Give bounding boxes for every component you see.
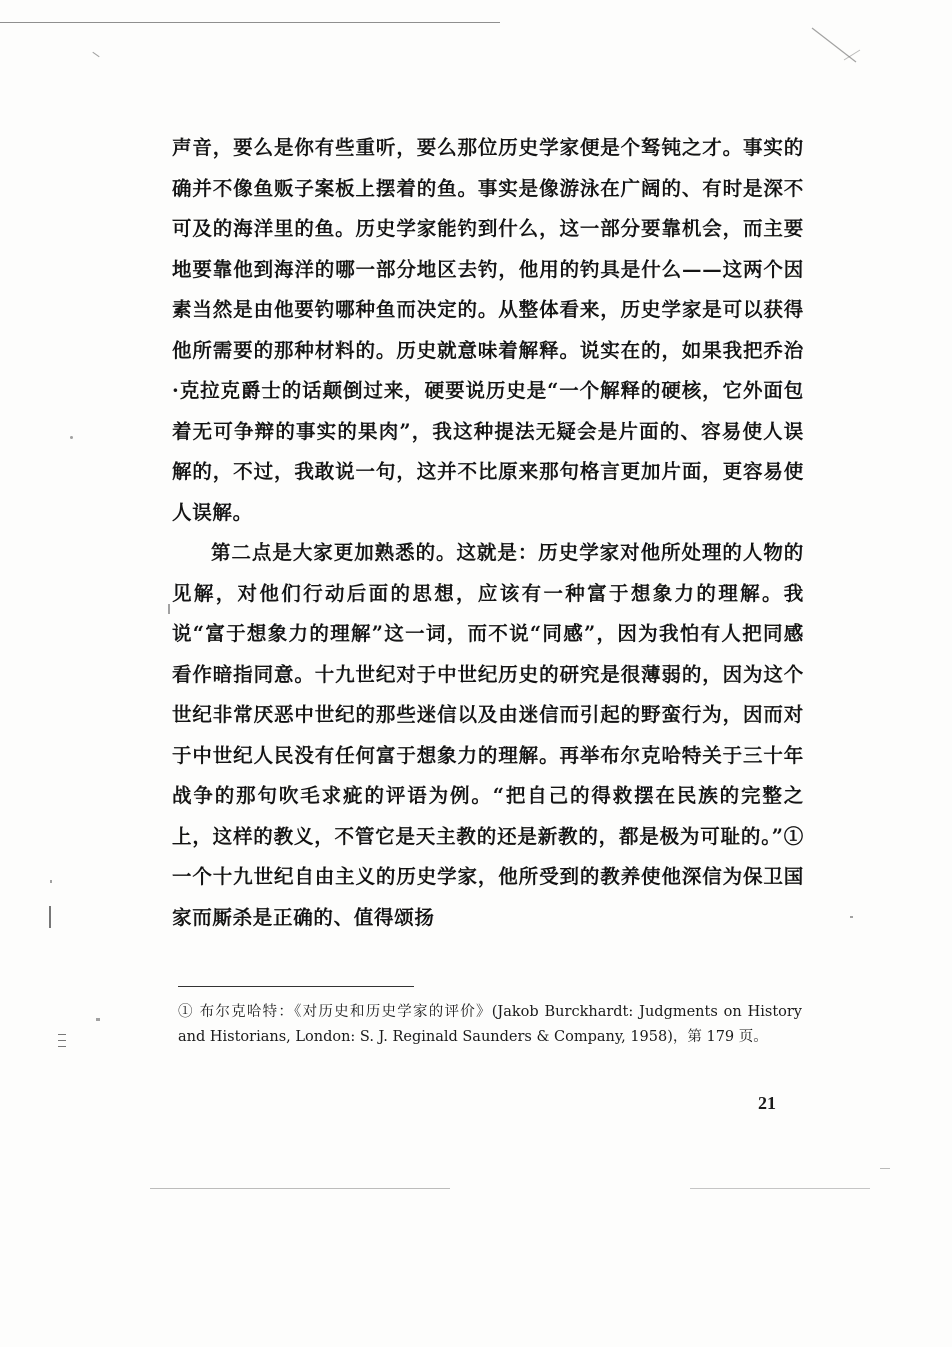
scan-speck [58,1040,66,1041]
scan-speck [96,1018,100,1021]
scan-speck [70,436,73,439]
footnote: ① 布尔克哈特：《对历史和历史学家的评价》(Jakob Burckhardt: Judgments on History and Historians, London: S. J. Reginald Saunders & Company, 1958)，第 179 页。 [178,1004,802,1045]
scan-speck [880,1168,890,1169]
page-number: 21 [758,1093,776,1113]
scan-speck [92,52,99,57]
scan-speck [850,916,853,918]
scan-speck [49,906,51,928]
scan-speck [58,1046,66,1047]
scan-bottom-rule [690,1188,870,1189]
paragraph-2: 第二点是大家更加熟悉的。这就是：历史学家对他所处理的人物的见解，对他们行动后面的思想，应该有一种富于想象力的理解。我说“富于想象力的理解”这一词，而不说“同感”，因为我怕有人把同感看作暗指同意。十九世纪对于中世纪历史的研究是很薄弱的，因为这个世纪非常厌恶中世纪的那些迷信以及由迷信而引起的野蛮行为，因而对于中世纪人民没有任何富于想象力的理解。再举布尔克哈特关于三十年战争的那句吹毛求疵的评语为例。“把自己的得救摆在民族的完整之上，这样的教义，不管它是天主教的还是新教的，都是极为可耻的。”① 一个十九世纪自由主义的历史学家，他所受到的教养使他深信为保卫国家而厮杀是正确的、值得颂扬 [172,541,804,929]
scan-corner-mark [808,24,864,68]
scan-speck [58,1034,66,1035]
footnote-separator [178,986,414,987]
scan-bottom-rule [150,1188,450,1189]
main-text [172,128,804,938]
scan-top-rule [0,22,500,23]
paragraph-1: 声音，要么是你有些重听，要么那位历史学家便是个驽钝之才。事实的确并不像鱼贩子案板上摆着的鱼。事实是像游泳在广阔的、有时是深不可及的海洋里的鱼。历史学家能钓到什么，这一部分要靠机会，而主要地要靠他到海洋的哪一部分地区去钓，他用的钓具是什么——这两个因素当然是由他要钓哪种鱼而决定的。从整体看来，历史学家是可以获得他所需要的那种材料的。历史就意味着解释。说实在的，如果我把乔治·克拉克爵士的话颠倒过来，硬要说历史是“一个解释的硬核，它外面包着无可争辩的事实的果肉”，我这种提法无疑会是片面的、容易使人误解的，不过，我敢说一句，这并不比原来那句格言更加片面，更容易使人误解。 [172,136,804,524]
scan-speck [168,604,170,614]
scan-speck [50,880,52,883]
